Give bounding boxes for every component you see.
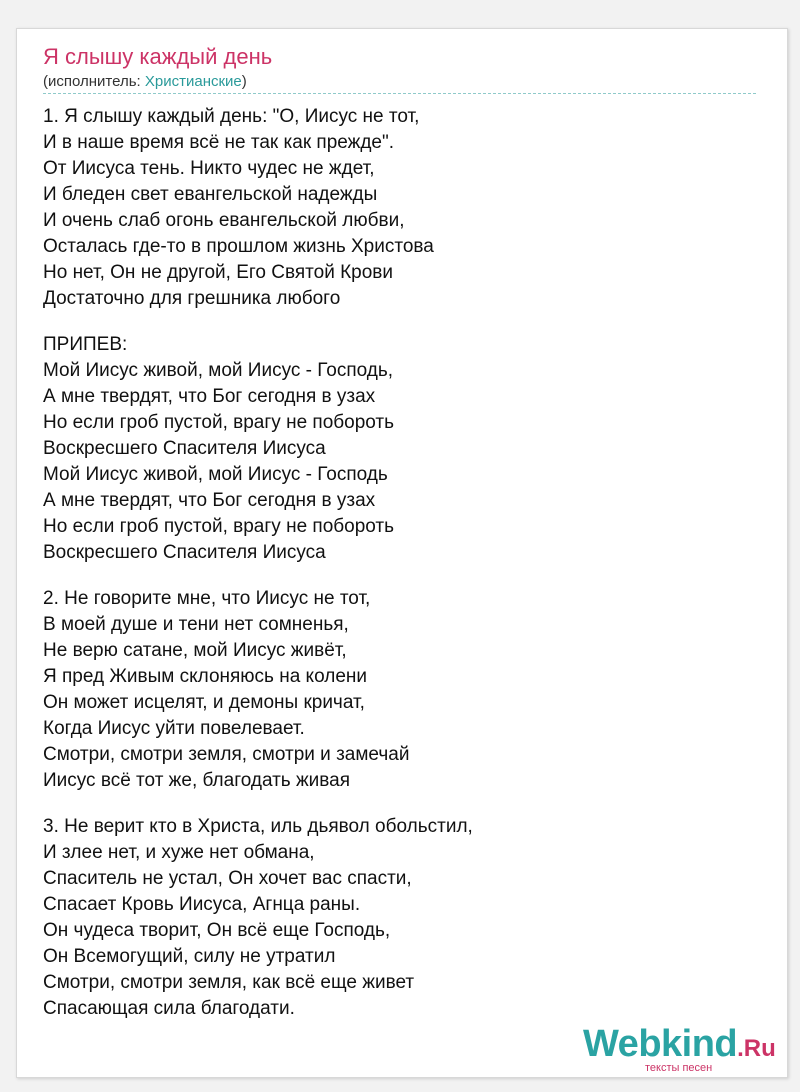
- lyric-line: И очень слаб огонь евангельской любви,: [43, 210, 405, 231]
- logo-tagline: тексты песен: [645, 1062, 713, 1074]
- logo-name: Webkind: [583, 1023, 738, 1065]
- stanza-gap: [43, 312, 763, 332]
- lyric-line: Достаточно для грешника любого: [43, 288, 341, 309]
- stanza-gap: [43, 566, 763, 586]
- lyric-line: Смотри, смотри земля, как всё еще живет: [43, 972, 415, 993]
- lyric-line: Спаситель не устал, Он хочет вас спасти,: [43, 868, 412, 889]
- lyric-line: Он Всемогущий, силу не утратил: [43, 946, 336, 967]
- artist-prefix: (исполнитель:: [43, 73, 145, 90]
- lyric-line: Но нет, Он не другой, Его Святой Крови: [43, 262, 394, 283]
- header-divider: [43, 93, 756, 94]
- lyric-line: 1. Я слышу каждый день: "О, Иисус не тот,: [43, 106, 420, 127]
- song-title: Я слышу каждый день: [43, 44, 273, 69]
- lyric-line: И бледен свет евангельской надежды: [43, 184, 378, 205]
- lyric-line: Не верю сатане, мой Иисус живёт,: [43, 640, 347, 661]
- lyric-line: 3. Не верит кто в Христа, иль дьявол обольстил,: [43, 816, 473, 837]
- lyric-line: Когда Иисус уйти повелевает.: [43, 718, 305, 739]
- lyric-line: ПРИПЕВ:: [43, 334, 128, 355]
- lyric-line: Но если гроб пустой, врагу не побороть: [43, 412, 395, 433]
- lyric-line: Он чудеса творит, Он всё еще Господь,: [43, 920, 391, 941]
- lyric-line: Смотри, смотри земля, смотри и замечай: [43, 744, 410, 765]
- lyric-line: Но если гроб пустой, врагу не побороть: [43, 516, 395, 537]
- lyric-line: Он может исцелят, и демоны кричат,: [43, 692, 365, 713]
- lyric-line: А мне твердят, что Бог сегодня в узах: [43, 490, 376, 511]
- artist-suffix: ): [241, 73, 247, 90]
- logo-tld: .Ru: [737, 1035, 776, 1062]
- lyric-line: И в наше время всё не так как прежде".: [43, 132, 395, 153]
- lyric-line: Мой Иисус живой, мой Иисус - Господь: [43, 464, 388, 485]
- lyric-line: А мне твердят, что Бог сегодня в узах: [43, 386, 376, 407]
- artist-link[interactable]: Христианские: [144, 73, 242, 90]
- lyrics-text: [43, 104, 763, 1022]
- lyric-line: От Иисуса тень. Никто чудес не ждет,: [43, 158, 375, 179]
- lyric-line: Воскресшего Спасителя Иисуса: [43, 542, 326, 563]
- lyric-line: Иисус всё тот же, благодать живая: [43, 770, 351, 791]
- lyric-line: 2. Не говорите мне, что Иисус не тот,: [43, 588, 371, 609]
- artist-line: [43, 73, 247, 91]
- lyric-line: Осталась где-то в прошлом жизнь Христова: [43, 236, 434, 257]
- lyric-line: Я пред Живым склоняюсь на колени: [43, 666, 367, 687]
- stanza-gap: [43, 794, 763, 814]
- lyric-line: Мой Иисус живой, мой Иисус - Господь,: [43, 360, 394, 381]
- site-logo[interactable]: [583, 1022, 783, 1082]
- lyric-line: Воскресшего Спасителя Иисуса: [43, 438, 326, 459]
- lyric-line: Спасает Кровь Иисуса, Агнца раны.: [43, 894, 361, 915]
- lyric-line: Спасающая сила благодати.: [43, 998, 295, 1019]
- lyric-line: И злее нет, и хуже нет обмана,: [43, 842, 315, 863]
- lyric-line: В моей душе и тени нет сомненья,: [43, 614, 349, 635]
